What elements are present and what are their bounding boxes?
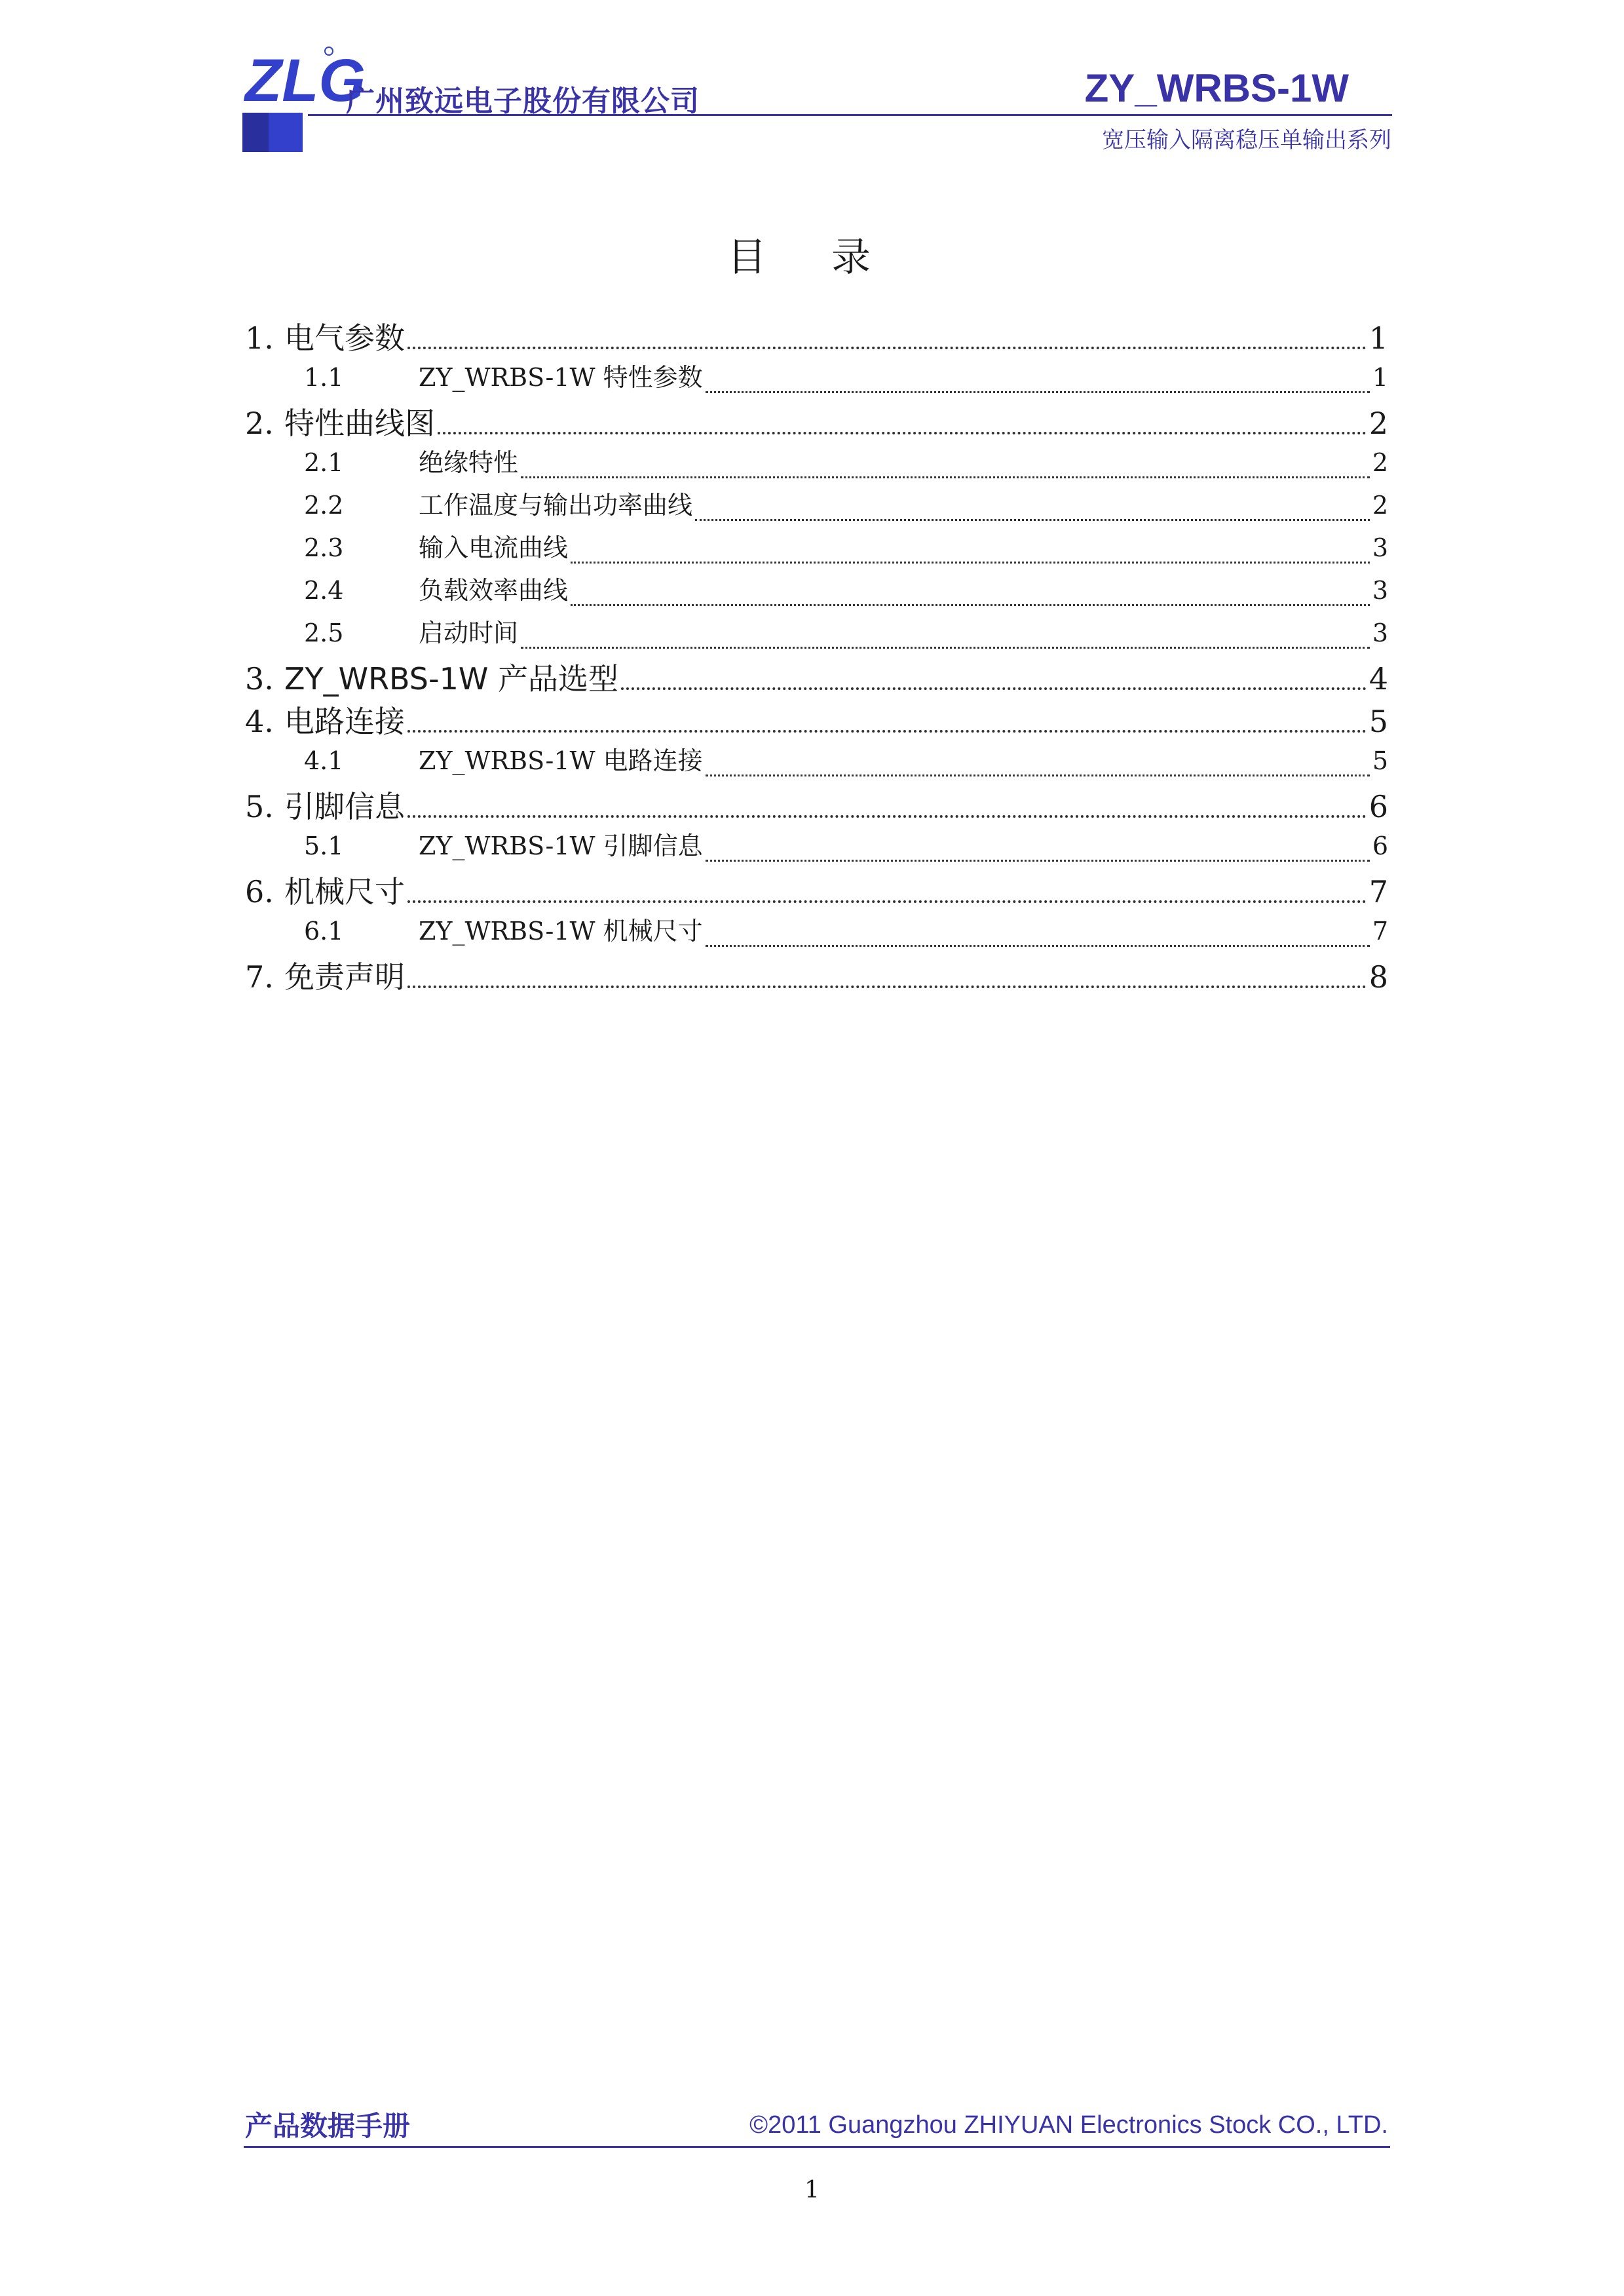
page-number: 1 — [804, 2177, 820, 2204]
toc-entry-label: 输入电流曲线 — [419, 533, 569, 562]
toc-entry-label: ZY_WRBS-1W 产品选型 — [284, 661, 618, 697]
toc-entry-page: 1 — [1372, 363, 1388, 392]
toc-entry-page: 6 — [1372, 832, 1388, 860]
toc-entry-label: ZY_WRBS-1W 机械尺寸 — [419, 917, 703, 946]
toc-entry[interactable] — [245, 570, 1388, 613]
toc-entry-label: 工作温度与输出功率曲线 — [419, 491, 693, 520]
toc-leader-dots — [706, 391, 1370, 393]
toc-entry-label: 引脚信息 — [284, 789, 405, 824]
toc-leader-dots — [521, 647, 1370, 649]
toc-entry-page: 2 — [1372, 448, 1388, 477]
footer-doc-type: 产品数据手册 — [245, 2110, 411, 2142]
toc-entry-number: 1. — [245, 320, 274, 356]
toc-entry-label: ZY_WRBS-1W 电路连接 — [419, 746, 703, 775]
toc-entry-number: 6.1 — [304, 917, 344, 946]
model-title: ZY_WRBS-1W — [1084, 66, 1349, 110]
toc-entry-number: 4.1 — [304, 746, 344, 775]
toc-leader-dots — [706, 775, 1370, 776]
toc-entry-number: 2.2 — [304, 491, 344, 520]
toc-entry[interactable] — [245, 953, 1388, 996]
toc-entry[interactable] — [245, 740, 1388, 783]
toc-entry[interactable] — [245, 826, 1388, 868]
toc-leader-dots — [695, 519, 1370, 521]
toc-entry[interactable] — [245, 783, 1388, 826]
toc-leader-dots — [571, 604, 1370, 606]
toc-entry-label: 启动时间 — [419, 619, 519, 647]
toc-entry-label: 免责声明 — [284, 959, 405, 995]
toc-entry-page: 2 — [1369, 406, 1388, 441]
toc-entry[interactable] — [245, 357, 1388, 400]
toc-entry-page: 1 — [1369, 320, 1388, 356]
product-series: 宽压输入隔离稳压单输出系列 — [1102, 127, 1391, 153]
toc-leader-dots — [571, 562, 1370, 564]
toc-title: 目 录 — [727, 235, 897, 280]
toc-entry[interactable] — [245, 868, 1388, 911]
toc-entry-page: 2 — [1372, 491, 1388, 520]
toc-entry-number: 5.1 — [304, 832, 344, 860]
toc-entry-number: 2. — [245, 406, 274, 441]
footer-copyright: ©2011 Guangzhou ZHIYUAN Electronics Stock CO., LTD. — [749, 2111, 1388, 2139]
toc-entry-label: ZY_WRBS-1W 引脚信息 — [419, 832, 703, 860]
toc-leader-dots — [521, 476, 1370, 478]
toc-entry-number: 2.3 — [304, 533, 344, 562]
toc-entry-label: 负载效率曲线 — [419, 576, 569, 605]
zlg-logo — [242, 41, 366, 152]
toc-entry-page: 7 — [1372, 917, 1388, 946]
toc-entry-number: 5. — [245, 789, 274, 824]
toc-entry-label: 特性曲线图 — [284, 406, 435, 441]
toc-entry-label: 电气参数 — [284, 320, 405, 356]
toc-entry-number: 2.4 — [304, 576, 344, 605]
toc-leader-dots — [706, 860, 1370, 862]
toc-entry-label: 机械尺寸 — [284, 874, 405, 909]
toc-entry-number: 7. — [245, 959, 274, 995]
toc-entry[interactable] — [245, 442, 1388, 485]
toc-leader-dots — [706, 945, 1370, 947]
toc-entry-number: 2.5 — [304, 619, 344, 647]
toc-entry-number: 6. — [245, 874, 274, 909]
toc-entry-number: 2.1 — [304, 448, 344, 477]
toc-leader-dots — [407, 347, 1367, 349]
toc-entry-page: 4 — [1369, 661, 1388, 697]
toc-entry[interactable] — [245, 485, 1388, 527]
toc-entry[interactable] — [245, 400, 1388, 442]
toc-entry-label: 绝缘特性 — [419, 448, 519, 477]
toc-entry-page: 6 — [1369, 789, 1388, 824]
toc-entry[interactable] — [245, 911, 1388, 953]
company-name: 广州致远电子股份有限公司 — [346, 85, 700, 118]
toc-entry-page: 8 — [1369, 959, 1388, 995]
zlg-logo-mark — [242, 41, 366, 114]
toc-entry-page: 3 — [1372, 533, 1388, 562]
toc-entry-page: 3 — [1372, 576, 1388, 605]
toc-entry[interactable] — [245, 527, 1388, 570]
toc-entry-number: 4. — [245, 704, 274, 739]
toc-entry-page: 3 — [1372, 619, 1388, 647]
toc-leader-dots — [407, 900, 1367, 903]
toc-leader-dots — [621, 687, 1367, 690]
toc-leader-dots — [407, 730, 1367, 733]
toc-entry-page: 5 — [1372, 746, 1388, 775]
page-header — [0, 0, 1624, 170]
toc-entry-page: 5 — [1369, 704, 1388, 739]
toc-entry-page: 7 — [1369, 874, 1388, 909]
toc-leader-dots — [438, 432, 1367, 434]
table-of-contents — [245, 315, 1388, 996]
toc-leader-dots — [407, 815, 1367, 818]
svg-text:ZLG: ZLG — [245, 47, 366, 114]
toc-entry-number: 1.1 — [304, 363, 344, 392]
toc-entry[interactable] — [245, 655, 1388, 698]
toc-leader-dots — [407, 985, 1367, 988]
header-divider — [308, 114, 1392, 116]
toc-entry-label: 电路连接 — [284, 704, 405, 739]
footer-divider — [244, 2146, 1390, 2148]
toc-entry[interactable] — [245, 315, 1388, 357]
toc-entry-label: ZY_WRBS-1W 特性参数 — [419, 363, 703, 392]
toc-entry[interactable] — [245, 698, 1388, 740]
toc-entry[interactable] — [245, 613, 1388, 655]
toc-entry-number: 3. — [245, 661, 274, 697]
